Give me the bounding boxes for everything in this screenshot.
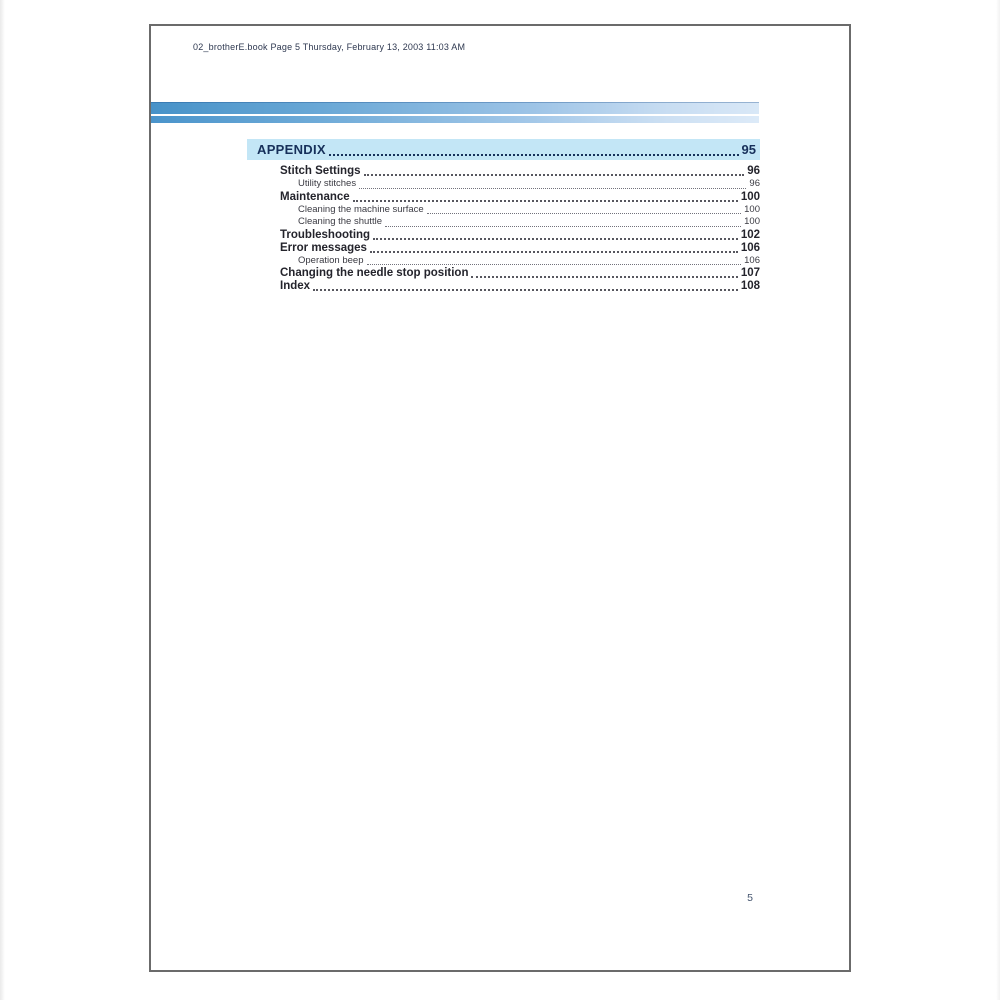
dot-leader xyxy=(385,226,741,227)
dot-leader xyxy=(364,174,745,176)
dot-leader xyxy=(359,188,746,189)
dot-leader xyxy=(471,276,737,278)
dot-leader xyxy=(353,200,738,202)
toc-entry-page: 100 xyxy=(744,203,760,215)
toc-entry-troubleshooting xyxy=(247,229,760,242)
toc-entry-label: Error messages xyxy=(280,241,367,254)
toc-entry-page: 106 xyxy=(740,241,760,254)
toc-entry-error-messages xyxy=(247,242,760,255)
toc-entry-page: 107 xyxy=(740,267,760,279)
toc-entry-label: Index xyxy=(280,280,311,292)
dot-leader xyxy=(427,213,741,214)
table-of-contents xyxy=(247,139,760,293)
toc-section-header-appendix xyxy=(247,139,760,160)
toc-entry-label: Operation beep xyxy=(298,254,364,266)
footer-page-number: 5 xyxy=(747,892,753,904)
toc-entry-maintenance xyxy=(247,191,760,204)
toc-entry-changing-needle-stop-position xyxy=(247,267,760,280)
toc-entry-utility-stitches xyxy=(247,178,760,191)
toc-section-title: APPENDIX xyxy=(257,142,326,157)
toc-section-page: 95 xyxy=(741,142,756,157)
toc-entry-page: 102 xyxy=(740,228,760,241)
toc-entry-cleaning-machine-surface xyxy=(247,204,760,217)
decorative-gradient-band-top xyxy=(151,102,759,114)
dot-leader xyxy=(370,251,738,253)
toc-entry-cleaning-shuttle xyxy=(247,216,760,229)
toc-entry-page: 96 xyxy=(749,178,760,189)
decorative-gradient-band-bottom xyxy=(151,116,759,123)
toc-entry-label: Stitch Settings xyxy=(280,165,361,177)
toc-entry-label: Cleaning the machine surface xyxy=(298,203,424,215)
toc-entry-label: Utility stitches xyxy=(298,178,357,189)
toc-entry-page: 108 xyxy=(740,280,760,292)
dot-leader xyxy=(329,154,739,156)
toc-entry-label: Cleaning the shuttle xyxy=(298,216,382,227)
dot-leader xyxy=(367,264,742,265)
toc-entry-page: 100 xyxy=(744,216,760,227)
toc-entry-page: 100 xyxy=(740,190,760,203)
document-page xyxy=(149,24,851,972)
scan-edge-shade-left xyxy=(0,0,5,1000)
toc-entry-index xyxy=(247,280,760,293)
toc-entry-label: Troubleshooting xyxy=(280,228,371,241)
toc-entry-label: Maintenance xyxy=(280,190,350,203)
toc-entry-operation-beep xyxy=(247,255,760,268)
dot-leader xyxy=(313,289,738,291)
toc-entry-stitch-settings xyxy=(247,165,760,178)
toc-entry-label: Changing the needle stop position xyxy=(280,267,469,279)
print-header-line: 02_brotherE.book Page 5 Thursday, February 13, 2003 11:03 AM xyxy=(193,42,466,52)
toc-entry-page: 106 xyxy=(744,254,760,266)
scan-edge-shade-right xyxy=(996,0,1000,1000)
dot-leader xyxy=(373,238,738,240)
toc-entry-page: 96 xyxy=(747,165,760,177)
